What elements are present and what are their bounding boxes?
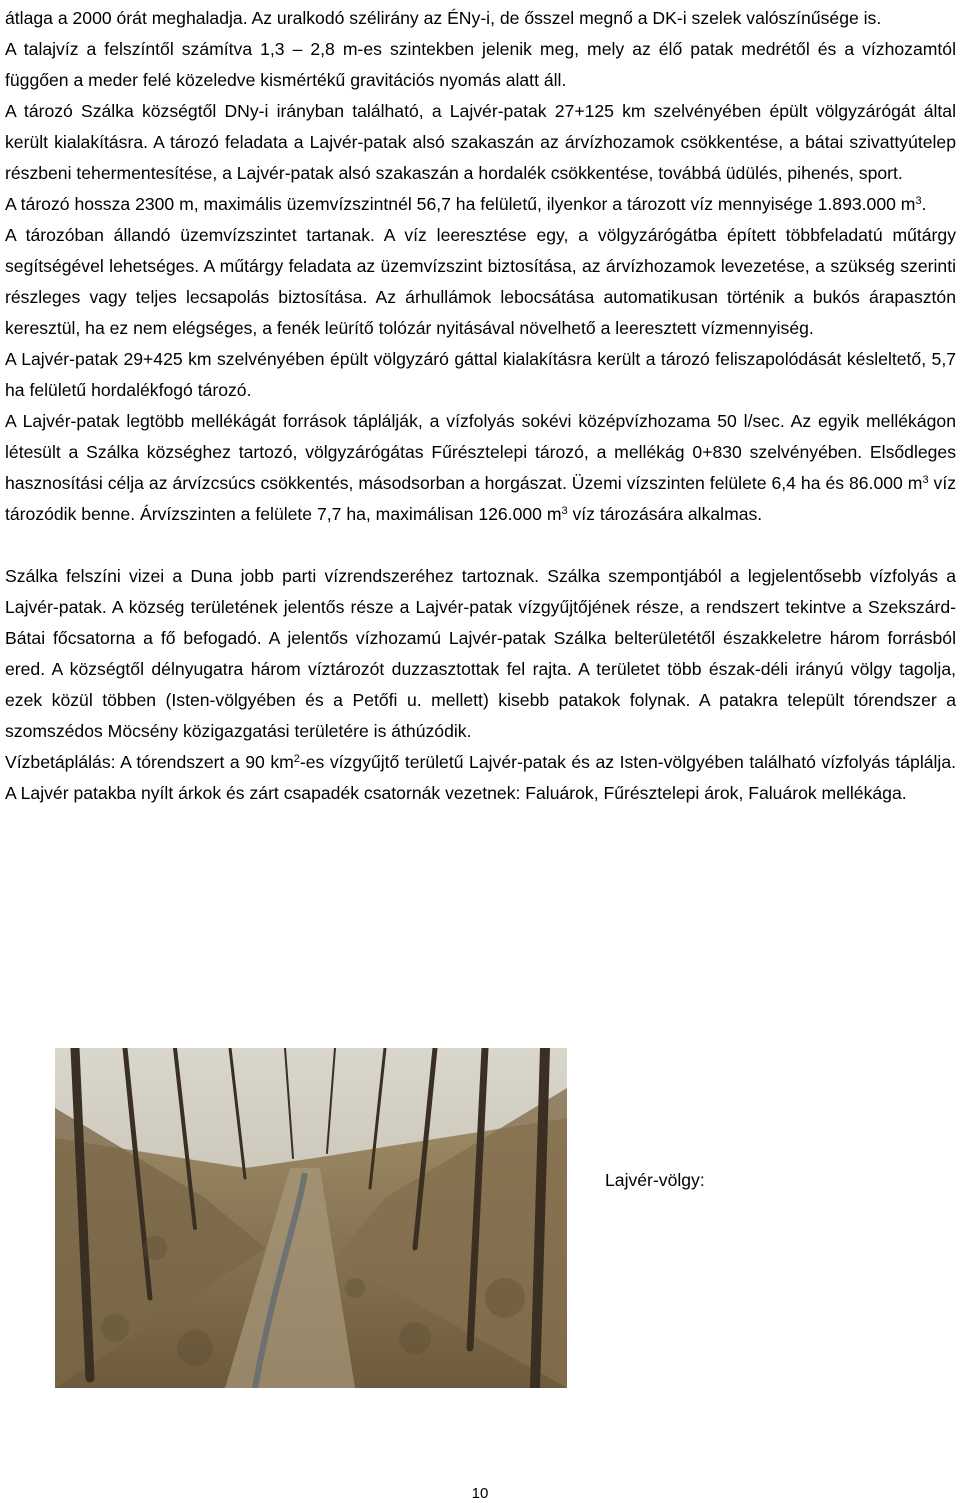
paragraph-surface-waters: Szálka felszíni vizei a Duna jobb parti vízrendszeréhez tartoznak. Szálka szempontjából a legjelentősebb vízfolyás a Lajvér-patak. A község területének jelentős része a Lajvér-patak vízgyűjtőjének része, a rendszert tekintve a Szekszárd-Bátai főcsatorna a fő befogadó. A jelentős vízhozamú Lajvér-patak Szálka belterületétől északkeletre három forrásból ered. A községtől délnyugatra három víztározót duzzasztottak fel rajta. A területet több észak-déli irányú völgy tagolja, ezek közül többen (Isten-völgyében és a Petőfi u. mellett) kisebb patakok folynak. A patakra települt tórendszer a szomszédos Möcsény közigazgatási területére is áthúzódik. bbox=[5, 566, 956, 741]
paragraph-groundwater: A talajvíz a felszíntől számítva 1,3 – 2,8 m-es szintekben jelenik meg, mely az élő patak medrétől és a vízhozamtól függően a meder felé közeledve kismértékű gravitációs nyomás alatt áll. bbox=[5, 39, 956, 90]
text-run: A Lajvér-patak legtöbb mellékágát források táplálják, a vízfolyás sokévi középvízhozama 50 l/sec. Az egyik mellékágon létesült a Szálka községhez tartozó, völgyzárógátas Fűrésztelepi tározó, a mellékág 0+830 szelvényében. Elsődleges hasznosítási célja az árvízcsúcs csökkentés, másodsorban a horgászat. Üzemi vízszinten felülete 6,4 ha és 86.000 m bbox=[5, 411, 956, 493]
paragraph-sediment-reservoir: A Lajvér-patak 29+425 km szelvényében épült völgyzáró gáttal kialakításra került a tározó feliszapolódását késleltető, 5,7 ha felületű hordalékfogó tározó. bbox=[5, 349, 956, 400]
paragraph-spacer bbox=[5, 530, 956, 561]
text-run: Vízbetáplálás: A tórendszert a 90 km bbox=[5, 752, 294, 772]
text-run: A tározó hossza 2300 m, maximális üzemvízszintnél 56,7 ha felületű, ilyenkor a tározott víz mennyisége 1.893.000 m bbox=[5, 194, 916, 214]
photo-caption: Lajvér-völgy: bbox=[605, 1170, 705, 1190]
superscript: 3 bbox=[561, 505, 568, 517]
text-run: víz tározására alkalmas. bbox=[567, 504, 763, 524]
text-run: -es vízgyűjtő területű Lajvér-patak és az Isten-völgyében található vízfolyás táplálja. A Lajvér patakba nyílt árkok és zárt csapadék csatornák vezetnek: Faluárok, Fűrésztelepi árok, Faluárok mellékága. bbox=[5, 752, 957, 803]
paragraph-water-level: A tározóban állandó üzemvízszintet tartanak. A víz leeresztése egy, a völgyzárógátba épített többfeladatú műtárgy segítségével lehetséges. A műtárgy feladata az üzemvízszint biztosítása, az árvízhozamok levezetése, a szükség szerinti részleges vagy teljes lecsapolás biztosítása. Az árhullámok lebocsátása automatikusan történik a bukós árapasztón keresztül, ha ez nem elégséges, a fenék leürítő tolózár nyitásával növelhető a leeresztett vízmennyiség. bbox=[5, 225, 956, 338]
superscript: 2 bbox=[293, 753, 300, 765]
valley-photo bbox=[55, 1048, 567, 1388]
forest-stream-image bbox=[55, 1048, 567, 1388]
paragraph-reservoir-size bbox=[5, 189, 956, 220]
paragraph-reservoir-location: A tározó Szálka községtől DNy-i irányban található, a Lajvér-patak 27+125 km szelvényében épült völgyzárógát által került kialakításra. A tározó feladata a Lajvér-patak alsó szakaszán az árvízhozamok csökkentése, a bátai szivattyútelep részbeni tehermentesítése, a Lajvér-patak alsó szakaszán a hordalék csökkentése, továbbá üdülés, pihenés, sport. bbox=[5, 101, 956, 183]
paragraph-climate: átlaga a 2000 órát meghaladja. Az uralkodó szélirány az ÉNy-i, de ősszel megnő a DK-i szelek valószínűsége is. bbox=[5, 8, 882, 28]
superscript: 3 bbox=[915, 195, 922, 207]
document-page bbox=[5, 0, 956, 809]
paragraph-tributaries bbox=[5, 406, 956, 530]
text-run: . bbox=[921, 194, 927, 214]
paragraph-water-supply bbox=[5, 747, 956, 809]
page-number: 10 bbox=[471, 1485, 489, 1502]
text-run: víz tározódik benne. Árvízszinten a felülete 7,7 ha, maximálisan 126.000 m bbox=[5, 473, 957, 524]
superscript: 3 bbox=[922, 474, 929, 486]
